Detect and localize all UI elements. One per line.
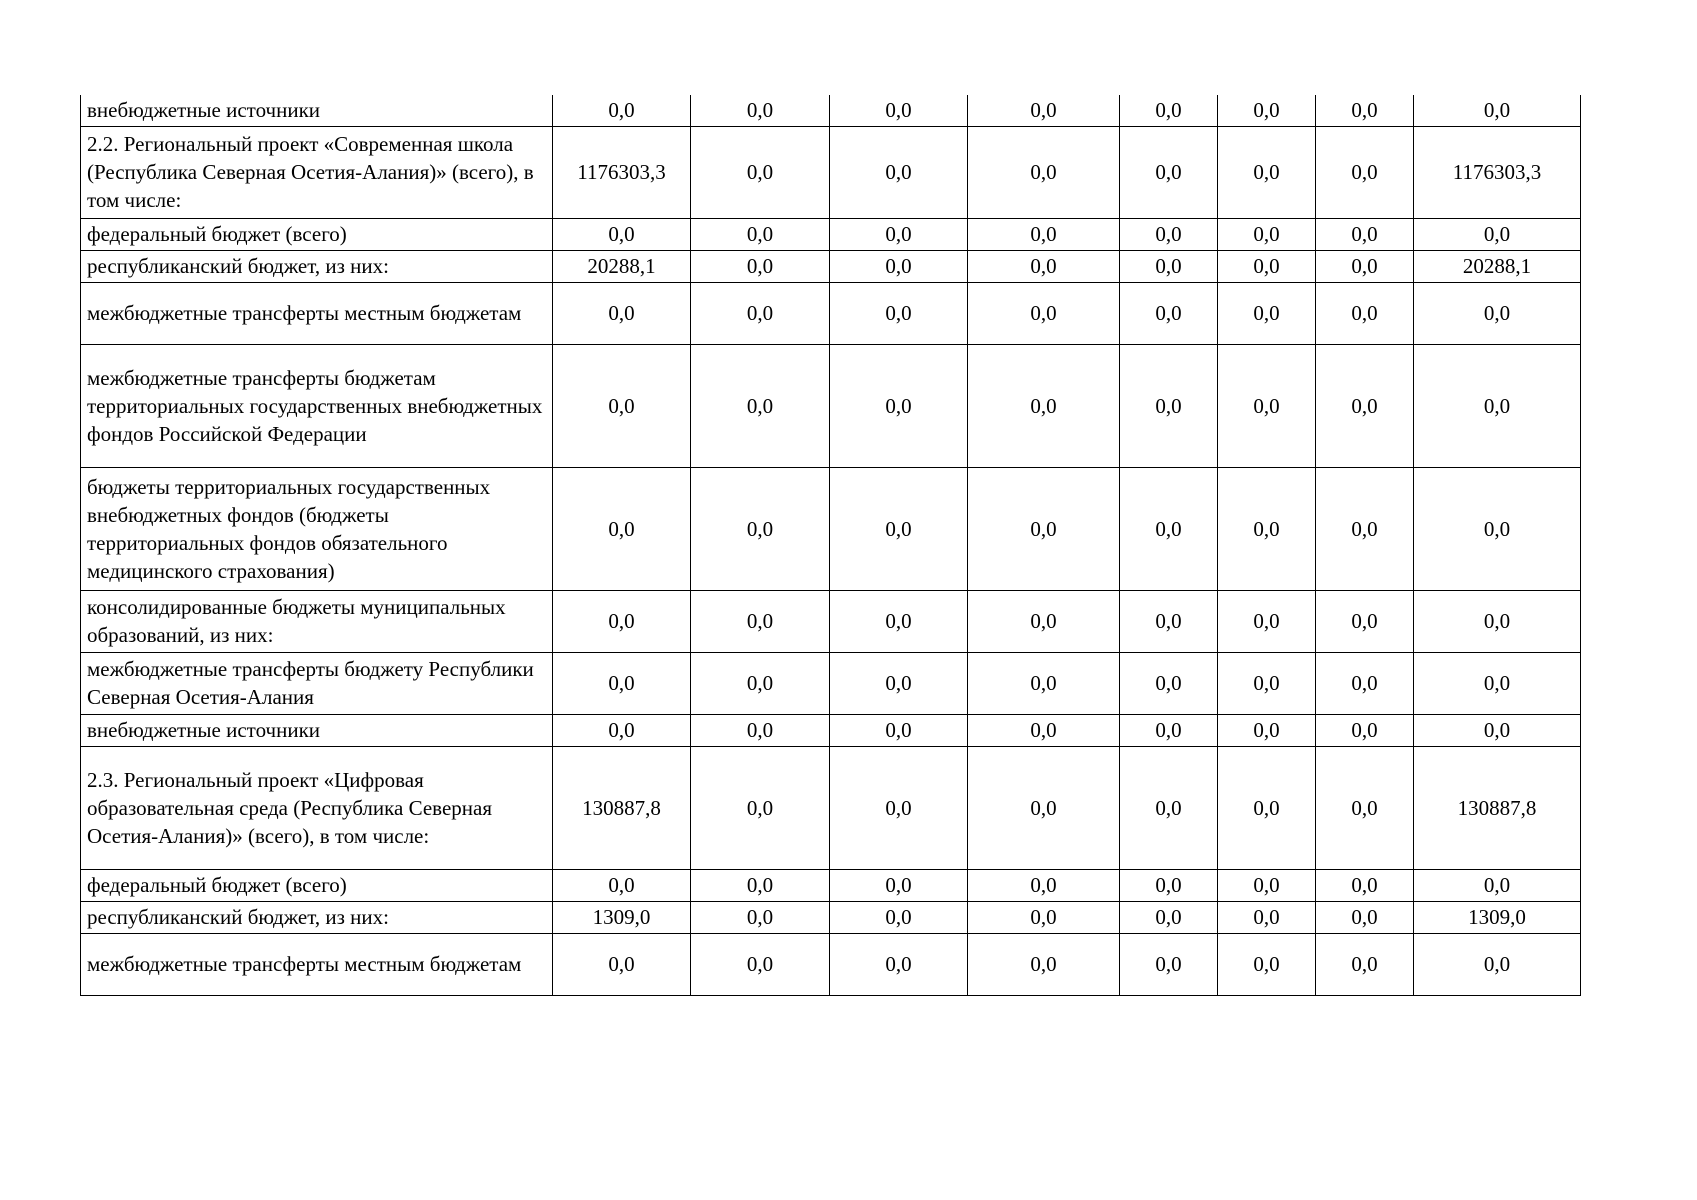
row-label: межбюджетные трансферты местным бюджетам: [81, 282, 553, 344]
value-cell: 0,0: [1316, 901, 1414, 933]
row-label: республиканский бюджет, из них:: [81, 250, 553, 282]
value-cell: 0,0: [830, 933, 968, 995]
value-cell: 0,0: [1218, 344, 1316, 467]
value-cell: 0,0: [968, 933, 1120, 995]
value-cell: 0,0: [830, 250, 968, 282]
value-cell: 0,0: [830, 901, 968, 933]
row-label: внебюджетные источники: [81, 95, 553, 126]
table-row: [81, 467, 1581, 590]
value-cell: 0,0: [830, 126, 968, 218]
value-cell: 0,0: [1218, 869, 1316, 901]
value-cell: 0,0: [968, 652, 1120, 714]
value-cell: 0,0: [1120, 218, 1218, 250]
value-cell: 0,0: [691, 218, 830, 250]
value-cell: 1309,0: [1414, 901, 1581, 933]
row-label: федеральный бюджет (всего): [81, 869, 553, 901]
value-cell: 0,0: [553, 218, 691, 250]
value-cell: 0,0: [553, 344, 691, 467]
value-cell: 0,0: [1414, 344, 1581, 467]
value-cell: 0,0: [968, 746, 1120, 869]
value-cell: 0,0: [691, 652, 830, 714]
value-cell: 0,0: [1414, 467, 1581, 590]
value-cell: 0,0: [553, 95, 691, 126]
value-cell: 0,0: [1414, 95, 1581, 126]
value-cell: 0,0: [830, 652, 968, 714]
value-cell: 0,0: [1414, 933, 1581, 995]
table-row: [81, 590, 1581, 652]
value-cell: 0,0: [1218, 933, 1316, 995]
value-cell: 0,0: [1120, 746, 1218, 869]
value-cell: 20288,1: [553, 250, 691, 282]
value-cell: 0,0: [830, 590, 968, 652]
value-cell: 0,0: [1120, 344, 1218, 467]
value-cell: 0,0: [1414, 652, 1581, 714]
value-cell: 0,0: [553, 590, 691, 652]
row-label: федеральный бюджет (всего): [81, 218, 553, 250]
value-cell: 0,0: [1316, 714, 1414, 746]
value-cell: 0,0: [1316, 282, 1414, 344]
row-label: внебюджетные источники: [81, 714, 553, 746]
value-cell: 0,0: [1218, 250, 1316, 282]
value-cell: 0,0: [968, 282, 1120, 344]
value-cell: 0,0: [691, 95, 830, 126]
row-label: бюджеты территориальных государственных внебюджетных фондов (бюджеты территориальных фондов обязательного медицинского страхования): [81, 467, 553, 590]
table-row: [81, 901, 1581, 933]
value-cell: 0,0: [830, 95, 968, 126]
value-cell: 0,0: [830, 869, 968, 901]
value-cell: 0,0: [691, 344, 830, 467]
value-cell: 0,0: [1120, 869, 1218, 901]
value-cell: 0,0: [1120, 714, 1218, 746]
value-cell: 0,0: [1316, 467, 1414, 590]
value-cell: 0,0: [1316, 652, 1414, 714]
value-cell: 0,0: [968, 250, 1120, 282]
value-cell: 0,0: [968, 126, 1120, 218]
value-cell: 0,0: [968, 869, 1120, 901]
table-row: [81, 95, 1581, 126]
value-cell: 0,0: [968, 901, 1120, 933]
value-cell: 0,0: [1218, 590, 1316, 652]
row-label: республиканский бюджет, из них:: [81, 901, 553, 933]
value-cell: 0,0: [1316, 869, 1414, 901]
value-cell: 0,0: [1316, 344, 1414, 467]
value-cell: 130887,8: [1414, 746, 1581, 869]
value-cell: 0,0: [1218, 467, 1316, 590]
value-cell: 0,0: [691, 467, 830, 590]
value-cell: 0,0: [553, 282, 691, 344]
value-cell: 0,0: [830, 467, 968, 590]
value-cell: 0,0: [691, 933, 830, 995]
value-cell: 0,0: [1414, 282, 1581, 344]
value-cell: 0,0: [968, 218, 1120, 250]
table-row: [81, 344, 1581, 467]
table-row: [81, 869, 1581, 901]
row-label: 2.2. Региональный проект «Современная школа (Республика Северная Осетия-Алания)» (всего), в том числе:: [81, 126, 553, 218]
value-cell: 20288,1: [1414, 250, 1581, 282]
value-cell: 0,0: [691, 250, 830, 282]
table-row: [81, 933, 1581, 995]
value-cell: 1176303,3: [1414, 126, 1581, 218]
value-cell: 0,0: [691, 282, 830, 344]
value-cell: 0,0: [691, 869, 830, 901]
table-row: [81, 746, 1581, 869]
value-cell: 0,0: [1218, 901, 1316, 933]
value-cell: 0,0: [1120, 282, 1218, 344]
value-cell: 0,0: [553, 714, 691, 746]
table-row: [81, 282, 1581, 344]
value-cell: 0,0: [1120, 652, 1218, 714]
value-cell: 0,0: [691, 746, 830, 869]
value-cell: 0,0: [553, 933, 691, 995]
value-cell: 0,0: [1414, 590, 1581, 652]
row-label: межбюджетные трансферты местным бюджетам: [81, 933, 553, 995]
value-cell: 1176303,3: [553, 126, 691, 218]
value-cell: 0,0: [1218, 126, 1316, 218]
value-cell: 0,0: [691, 901, 830, 933]
value-cell: 130887,8: [553, 746, 691, 869]
value-cell: 0,0: [830, 218, 968, 250]
value-cell: 0,0: [1218, 652, 1316, 714]
value-cell: 0,0: [1414, 714, 1581, 746]
value-cell: 0,0: [1316, 933, 1414, 995]
value-cell: 0,0: [1120, 95, 1218, 126]
value-cell: 0,0: [1120, 250, 1218, 282]
value-cell: 0,0: [1120, 467, 1218, 590]
value-cell: 0,0: [691, 590, 830, 652]
value-cell: 0,0: [1120, 126, 1218, 218]
value-cell: 0,0: [553, 467, 691, 590]
value-cell: 0,0: [1218, 218, 1316, 250]
value-cell: 0,0: [1120, 590, 1218, 652]
value-cell: 0,0: [553, 652, 691, 714]
value-cell: 1309,0: [553, 901, 691, 933]
row-label: межбюджетные трансферты бюджетам территориальных государственных внебюджетных фондов Российской Федерации: [81, 344, 553, 467]
value-cell: 0,0: [968, 95, 1120, 126]
value-cell: 0,0: [968, 344, 1120, 467]
row-label: межбюджетные трансферты бюджету Республики Северная Осетия-Алания: [81, 652, 553, 714]
value-cell: 0,0: [830, 282, 968, 344]
table-row: [81, 218, 1581, 250]
value-cell: 0,0: [1120, 901, 1218, 933]
value-cell: 0,0: [1316, 218, 1414, 250]
value-cell: 0,0: [968, 467, 1120, 590]
value-cell: 0,0: [830, 344, 968, 467]
value-cell: 0,0: [1316, 746, 1414, 869]
value-cell: 0,0: [830, 714, 968, 746]
table-row: [81, 714, 1581, 746]
value-cell: 0,0: [968, 590, 1120, 652]
value-cell: 0,0: [691, 714, 830, 746]
value-cell: 0,0: [968, 714, 1120, 746]
value-cell: 0,0: [1218, 282, 1316, 344]
value-cell: 0,0: [1120, 933, 1218, 995]
table-row: [81, 652, 1581, 714]
value-cell: 0,0: [1414, 869, 1581, 901]
value-cell: 0,0: [1316, 95, 1414, 126]
value-cell: 0,0: [1218, 746, 1316, 869]
value-cell: 0,0: [1218, 714, 1316, 746]
budget-table: [80, 95, 1581, 996]
value-cell: 0,0: [691, 126, 830, 218]
value-cell: 0,0: [1316, 590, 1414, 652]
table-row: [81, 126, 1581, 218]
row-label: консолидированные бюджеты муниципальных образований, из них:: [81, 590, 553, 652]
value-cell: 0,0: [553, 869, 691, 901]
value-cell: 0,0: [830, 746, 968, 869]
table-row: [81, 250, 1581, 282]
row-label: 2.3. Региональный проект «Цифровая образовательная среда (Республика Северная Осетия-Алания)» (всего), в том числе:: [81, 746, 553, 869]
value-cell: 0,0: [1316, 126, 1414, 218]
value-cell: 0,0: [1316, 250, 1414, 282]
value-cell: 0,0: [1414, 218, 1581, 250]
value-cell: 0,0: [1218, 95, 1316, 126]
